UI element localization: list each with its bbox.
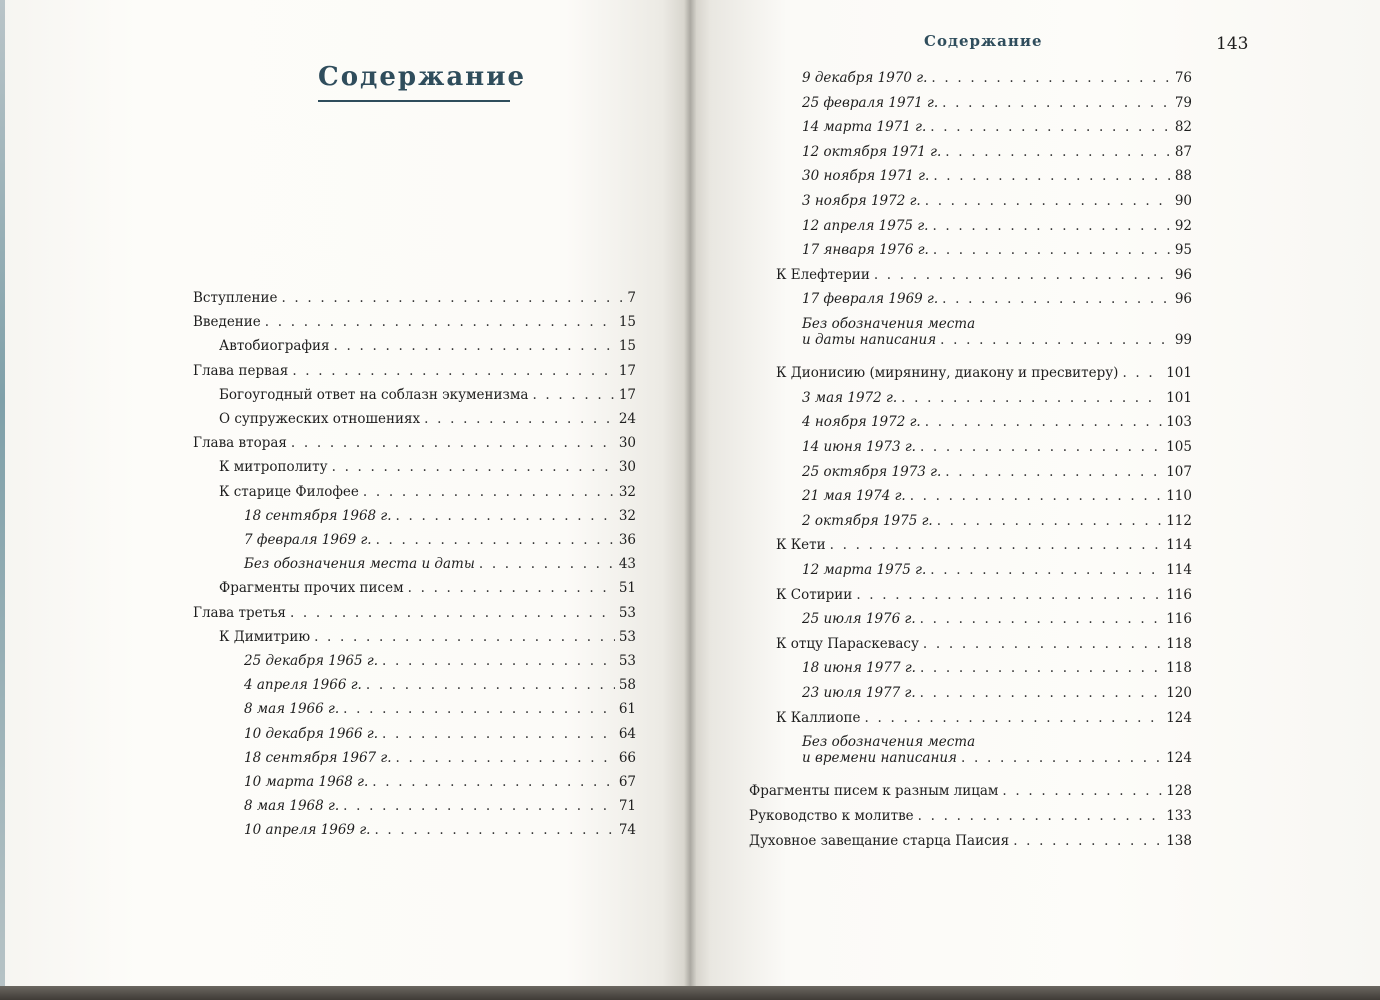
toc-entry-page: 82 — [1174, 119, 1192, 136]
toc-entry-title: К Каллиопе — [776, 709, 861, 726]
toc-leader-dots — [932, 218, 1170, 234]
toc-entry-title: и даты написания — [802, 332, 937, 348]
toc-entry — [749, 808, 1192, 824]
toc-entry-page: 133 — [1166, 808, 1192, 824]
toc-leader-dots — [933, 168, 1171, 184]
toc-entry-page: 128 — [1166, 783, 1192, 800]
toc-leader-dots — [920, 685, 1163, 701]
toc-leader-dots — [396, 508, 615, 524]
toc-leader-dots — [396, 750, 615, 766]
toc-entry — [776, 710, 1192, 726]
toc-entry — [802, 464, 1192, 480]
book-cover-edge — [0, 986, 1380, 1000]
toc-entry-multiline — [802, 316, 1192, 348]
toc-entry — [193, 435, 636, 451]
toc-entry-page: 124 — [1166, 750, 1192, 767]
toc-entry — [244, 774, 636, 790]
toc-leader-dots — [1122, 365, 1162, 381]
toc-entry-page: 32 — [618, 507, 636, 524]
toc-entry-page: 138 — [1166, 832, 1192, 849]
toc-entry-page: 118 — [1166, 660, 1192, 677]
toc-entry — [802, 332, 1192, 348]
toc-leader-dots — [920, 611, 1163, 627]
running-head: Содержание — [924, 32, 1043, 50]
toc-leader-dots — [925, 193, 1171, 209]
toc-entry-page: 101 — [1166, 389, 1192, 406]
toc-entry-page: 24 — [618, 411, 636, 427]
toc-entry — [802, 70, 1192, 86]
toc-entry — [802, 439, 1192, 455]
toc-entry-title: 12 апреля 1975 г. — [802, 217, 929, 234]
toc-entry-title: 14 марта 1971 г. — [802, 119, 927, 136]
toc-entry-title: 18 сентября 1967 г. — [244, 749, 392, 766]
toc-entry — [244, 556, 636, 572]
toc-entry-title: Вступление — [193, 290, 278, 306]
toc-entry — [802, 390, 1192, 406]
toc-entry — [802, 562, 1192, 578]
toc-entry-page: 107 — [1166, 463, 1192, 480]
toc-entry-title: 17 февраля 1969 г. — [802, 291, 939, 308]
toc-entry — [219, 387, 636, 403]
toc-entry-page: 120 — [1166, 685, 1192, 701]
toc-leader-dots — [918, 808, 1163, 824]
toc-entry-page: 7 — [627, 290, 636, 306]
toc-entry — [802, 685, 1192, 701]
toc-leader-dots — [334, 338, 615, 354]
toc-leader-dots — [408, 580, 615, 596]
toc-leader-dots — [382, 726, 615, 742]
toc-entry-title: 25 июля 1976 г. — [802, 611, 916, 628]
toc-entry — [802, 488, 1192, 504]
toc-leader-dots — [930, 562, 1162, 578]
toc-entry-title: К Димитрию — [219, 628, 311, 645]
toc-entry-title-first-line: Без обозначения места — [802, 316, 976, 332]
toc-entry-page: 61 — [618, 701, 636, 718]
toc-leader-dots — [910, 488, 1163, 504]
toc-entry — [244, 653, 636, 669]
toc-entry — [219, 459, 636, 475]
toc-entry-title: 10 апреля 1969 г. — [244, 822, 371, 839]
toc-leader-dots — [532, 387, 614, 403]
toc-entry-title-first-line: Без обозначения места — [802, 734, 976, 751]
toc-entry-page: 101 — [1166, 365, 1192, 382]
toc-entry-page: 90 — [1174, 193, 1192, 209]
title-rule — [318, 100, 510, 102]
toc-entry-title: 7 февраля 1969 г. — [244, 532, 372, 548]
toc-entry-title: Автобиография — [219, 338, 330, 355]
toc-leader-dots — [281, 290, 623, 306]
toc-entry — [802, 513, 1192, 529]
toc-entry-title: 10 декабря 1966 г. — [244, 725, 378, 742]
toc-leader-dots — [925, 414, 1163, 430]
toc-leader-dots — [830, 537, 1163, 553]
toc-entry-title: Руководство к молитве — [749, 808, 914, 824]
toc-entry — [802, 168, 1192, 184]
toc-entry-title: Глава первая — [193, 362, 289, 379]
toc-leader-dots — [874, 267, 1171, 283]
toc-entry — [776, 365, 1192, 381]
toc-entry — [776, 587, 1192, 603]
toc-entry-title: 3 ноября 1972 г. — [802, 193, 921, 209]
toc-entry — [193, 314, 636, 330]
toc-leader-dots — [366, 677, 615, 693]
toc-entry — [244, 798, 636, 814]
toc-leader-dots — [382, 653, 615, 669]
toc-leader-dots — [1002, 783, 1162, 799]
toc-entry — [802, 414, 1192, 430]
toc-entry — [244, 750, 636, 766]
toc-leader-dots — [961, 750, 1162, 766]
toc-leader-dots — [1013, 833, 1162, 849]
toc-entry-title: Духовное завещание старца Паисия — [749, 832, 1010, 849]
toc-entry — [802, 660, 1192, 676]
toc-entry — [193, 363, 636, 379]
toc-entry-title: 23 июля 1977 г. — [802, 685, 916, 701]
toc-entry — [219, 484, 636, 500]
toc-leader-dots — [920, 660, 1162, 676]
toc-entry-page: 112 — [1166, 512, 1192, 529]
toc-entry-page: 99 — [1174, 332, 1192, 348]
toc-entry — [802, 119, 1192, 135]
toc-entry-page: 30 — [618, 435, 636, 452]
toc-entry — [193, 605, 636, 621]
toc-entry-title: 8 мая 1966 г. — [244, 701, 340, 718]
toc-entry-page: 58 — [618, 677, 636, 694]
toc-leader-dots — [314, 629, 615, 645]
toc-entry — [802, 193, 1192, 209]
toc-entry-title: К отцу Параскевасу — [776, 635, 919, 652]
toc-entry-page: 17 — [618, 386, 636, 403]
toc-entry-title: К Кети — [776, 537, 826, 554]
toc-entry-page: 76 — [1174, 70, 1192, 86]
toc-leader-dots — [363, 484, 615, 500]
toc-entry-title: К Дионисию (мирянину, диакону и пресвитеру) — [776, 365, 1119, 382]
toc-entry-page: 110 — [1166, 488, 1192, 505]
toc-entry-page: 71 — [618, 798, 636, 815]
toc-entry-title: 30 ноября 1971 г. — [802, 168, 930, 185]
toc-leader-dots — [931, 70, 1170, 86]
toc-leader-dots — [424, 411, 615, 427]
toc-leader-dots — [865, 710, 1163, 726]
toc-leader-dots — [376, 532, 615, 548]
toc-leader-dots — [332, 459, 615, 475]
toc-leader-dots — [479, 556, 615, 572]
toc-leader-dots — [290, 605, 615, 621]
toc-entry-title: Без обозначения места и даты — [244, 556, 475, 573]
toc-entry-title: 2 октября 1975 г. — [802, 512, 933, 529]
toc-entry-page: 32 — [618, 483, 636, 500]
toc-leader-dots — [930, 119, 1171, 135]
toc-entry — [802, 291, 1192, 307]
toc-entry-title: 12 марта 1975 г. — [802, 562, 927, 578]
toc-entry-title: Глава третья — [193, 604, 286, 621]
toc-leader-dots — [343, 798, 615, 814]
toc-entry-page: 114 — [1166, 562, 1192, 578]
toc-entry-title: 9 декабря 1970 г. — [802, 70, 928, 86]
toc-entry — [802, 611, 1192, 627]
toc-entry-title: 18 сентября 1968 г. — [244, 507, 392, 524]
toc-entry — [802, 144, 1192, 160]
toc-entry-title: 17 января 1976 г. — [802, 242, 929, 259]
toc-entry-page: 53 — [618, 604, 636, 621]
toc-entry-title: 4 ноября 1972 г. — [802, 414, 921, 431]
toc-entry-page: 36 — [618, 532, 636, 548]
toc-entry — [749, 833, 1192, 849]
toc-entry-page: 17 — [618, 362, 636, 379]
toc-entry-title: 21 мая 1974 г. — [802, 488, 906, 505]
toc-entry — [219, 580, 636, 596]
toc-entry-page: 103 — [1166, 414, 1192, 431]
toc-entry — [244, 726, 636, 742]
toc-leader-dots — [942, 291, 1171, 307]
toc-leader-dots — [940, 332, 1171, 348]
toc-entry — [219, 338, 636, 354]
page-number: 143 — [1216, 34, 1249, 54]
page-edge — [0, 0, 5, 1000]
toc-entry-title: 12 октября 1971 г. — [802, 143, 942, 160]
toc-entry-title: Фрагменты прочих писем — [219, 580, 404, 597]
toc-entry — [193, 290, 636, 306]
toc-leader-dots — [265, 314, 615, 330]
toc-entry — [244, 508, 636, 524]
toc-leader-dots — [942, 95, 1171, 111]
page-title: Содержание — [318, 62, 527, 92]
toc-entry-page: 15 — [618, 338, 636, 355]
toc-entry — [802, 95, 1192, 111]
toc-entry-page: 95 — [1174, 242, 1192, 259]
toc-leader-dots — [343, 701, 615, 717]
toc-leader-dots — [856, 587, 1162, 603]
toc-leader-dots — [292, 363, 615, 379]
toc-leader-dots — [933, 242, 1171, 258]
toc-entry — [219, 629, 636, 645]
toc-entry-page: 53 — [618, 628, 636, 645]
toc-entry — [244, 701, 636, 717]
toc-entry-page: 67 — [618, 774, 636, 790]
toc-leader-dots — [923, 636, 1162, 652]
toc-entry-page: 88 — [1174, 168, 1192, 185]
toc-entry — [219, 411, 636, 427]
toc-entry-page: 43 — [618, 556, 636, 573]
toc-entry-page: 51 — [618, 580, 636, 597]
toc-entry-title: 25 октября 1973 г. — [802, 463, 942, 480]
toc-entry-title: 25 февраля 1971 г. — [802, 94, 939, 111]
toc-entry-page: 92 — [1174, 217, 1192, 234]
toc-entry-title: Фрагменты писем к разным лицам — [749, 783, 999, 800]
toc-entry-page: 116 — [1166, 611, 1192, 628]
toc-entry-title: К Сотирии — [776, 586, 853, 603]
toc-entry-multiline — [802, 734, 1192, 766]
toc-entry — [244, 532, 636, 548]
toc-entry-title: 4 апреля 1966 г. — [244, 677, 362, 694]
book-gutter — [684, 0, 696, 986]
toc-entry — [244, 822, 636, 838]
toc-entry-title: Глава вторая — [193, 435, 287, 452]
toc-entry-page: 124 — [1166, 709, 1192, 726]
toc-entry-title: Введение — [193, 314, 261, 331]
toc-entry-page: 118 — [1166, 635, 1192, 652]
toc-entry-page: 15 — [618, 314, 636, 331]
toc-entry-page: 105 — [1166, 439, 1192, 455]
toc-entry-page: 30 — [618, 459, 636, 476]
toc-entry — [749, 783, 1192, 799]
toc-entry-page: 114 — [1166, 537, 1192, 554]
toc-entry-page: 64 — [618, 725, 636, 742]
toc-entry-title: К Елефтерии — [776, 266, 870, 283]
toc-entry-title: 8 мая 1968 г. — [244, 798, 340, 815]
toc-entry-page: 116 — [1166, 586, 1192, 603]
toc-entry-page: 53 — [618, 653, 636, 669]
toc-entry — [776, 537, 1192, 553]
toc-entry-page: 79 — [1174, 94, 1192, 111]
toc-entry-page: 66 — [618, 749, 636, 766]
toc-leader-dots — [291, 435, 615, 451]
toc-entry-title: О супружеских отношениях — [219, 411, 421, 427]
toc-entry — [802, 242, 1192, 258]
toc-leader-dots — [945, 464, 1162, 480]
toc-entry-title: 3 мая 1972 г. — [802, 389, 898, 406]
toc-entry-title: 18 июня 1977 г. — [802, 660, 916, 677]
toc-entry-page: 87 — [1174, 143, 1192, 160]
toc-leader-dots — [374, 822, 614, 838]
toc-entry-title: К митрополиту — [219, 459, 328, 476]
toc-entry-page: 96 — [1174, 291, 1192, 308]
toc-entry-title: 10 марта 1968 г. — [244, 774, 369, 790]
right-page — [690, 0, 1380, 1000]
toc-leader-dots — [937, 513, 1163, 529]
toc-entry-title: 25 декабря 1965 г. — [244, 653, 378, 669]
toc-leader-dots — [945, 144, 1171, 160]
toc-entry-title: и времени написания — [802, 750, 957, 767]
toc-entry — [802, 750, 1192, 766]
toc-entry — [802, 218, 1192, 234]
toc-leader-dots — [372, 774, 615, 790]
toc-entry-title: Богоугодный ответ на соблазн экуменизма — [219, 386, 529, 403]
toc-entry — [244, 677, 636, 693]
toc-leader-dots — [901, 390, 1162, 406]
toc-entry-title: 14 июня 1973 г. — [802, 439, 916, 455]
toc-entry — [776, 636, 1192, 652]
toc-entry — [776, 267, 1192, 283]
toc-entry-page: 74 — [618, 822, 636, 839]
toc-entry-page: 96 — [1174, 266, 1192, 283]
toc-leader-dots — [920, 439, 1162, 455]
toc-entry-title: К старице Филофее — [219, 483, 359, 500]
